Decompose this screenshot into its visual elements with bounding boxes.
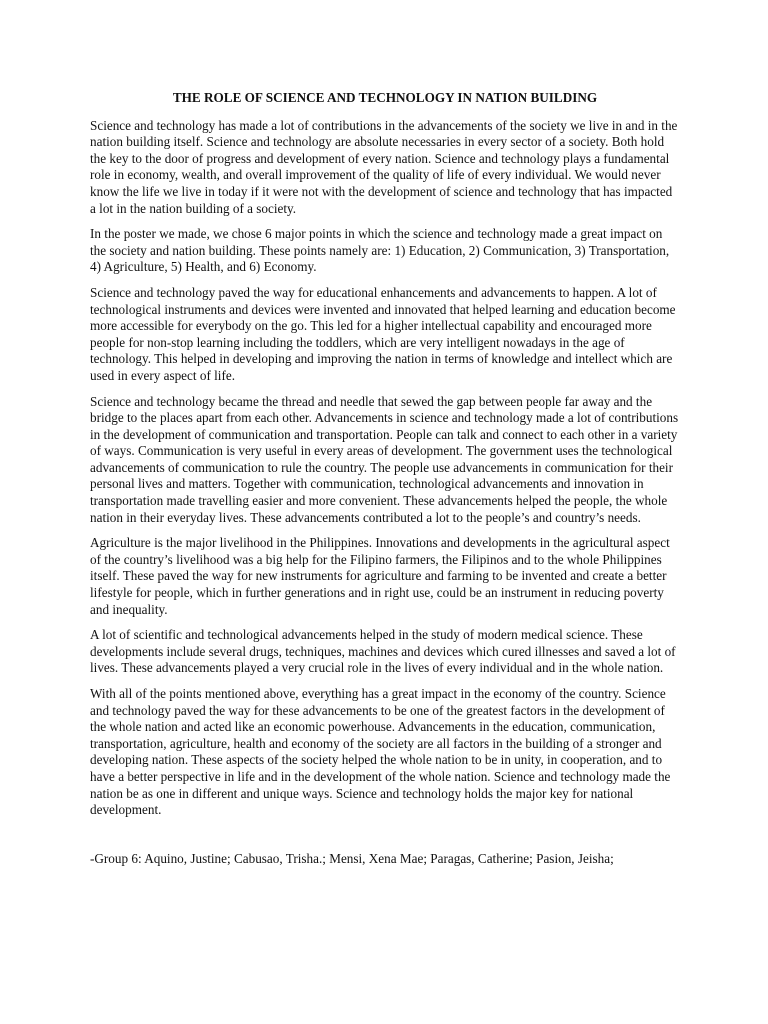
group-signature: -Group 6: Aquino, Justine; Cabusao, Trisha.; Mensi, Xena Mae; Paragas, Catherine; Pasion, Jeisha; — [90, 850, 614, 866]
document-title: THE ROLE OF SCIENCE AND TECHNOLOGY IN NATION BUILDING — [172, 90, 598, 105]
document-page — [90, 90, 680, 876]
paragraph-introduction: Science and technology has made a lot of contributions in the advancements of the society we live in and in the nation building itself. Science and technology are absolute necessaries in every sector of a society. Both hold the key to the door of progress and development of every nation. Science and technology plays a fundamental role in economy, wealth, and overall improvement of the quality of life of every individual. We would never know the life we live in today if it were not with the development of science and technology that has impacted a lot in the nation building of a society. — [90, 117, 678, 216]
paragraph-major-points: In the poster we made, we chose 6 major points in which the science and technology made a great impact on the society and nation building. These points namely are: 1) Education, 2) Communication, 3) Transportation, 4) Agriculture, 5) Health, and 6) Economy. — [90, 226, 670, 275]
paragraph-agriculture: Agriculture is the major livelihood in the Philippines. Innovations and developments in the agricultural aspect of the country’s livelihood was a big help for the Filipino farmers, the Filipinos and to the whole Philippines itself. These paved the way for new instruments for agriculture and farming to be invented and create a better lifestyle for people, which in further generations and in right use, could be an instrument in reducing poverty and inequality. — [90, 535, 670, 617]
paragraph-education: Science and technology paved the way for educational enhancements and advancements to happen. A lot of technological instruments and devices were invented and innovated that helped learning and education become more accessible for everybody on the go. This led for a higher intellectual capability and encouraged more people for non-stop learning including the toddlers, which are very intelligent nowadays in the age of technology. This helped in developing and improving the nation in terms of knowledge and intellect which are used in every aspect of life. — [90, 284, 676, 383]
paragraph-communication-transportation: Science and technology became the thread and needle that sewed the gap between people far away and the bridge to the places apart from each other. Advancements in science and technology made a lot of contributions in the development of communication and transportation. People can talk and connect to each other in a variety of ways. Communication is very useful in every areas of development. The government uses the technological advancements of communication to rule the country. The people use advancements in communication for their personal lives and matters. Together with communication, technological advancements and innovation in transportation made travelling easier and more convenient. These advancements helped the people, the whole nation in their everyday lives. These advancements contributed a lot to the people’s and country’s needs. — [90, 393, 679, 525]
paragraph-health: A lot of scientific and technological advancements helped in the study of modern medical science. These developments include several drugs, techniques, machines and devices which cured illnesses and saved a lot of lives. These advancements played a very crucial role in the lives of every individual and in the whole nation. — [90, 627, 676, 676]
paragraph-economy: With all of the points mentioned above, everything has a great impact in the economy of the country. Science and technology paved the way for these advancements to be one of the greatest factors in the development of the whole nation and acted like an economic powerhouse. Advancements in the education, communication, transportation, agriculture, health and economy of the society are all factors in the building of a stronger and developing nation. These aspects of the society helped the whole nation to be in unity, in cooperation, and to have a better perspective in life and in the development of the whole nation. Science and technology made the nation be as one in different and unique ways. Science and technology holds the major key for national development. — [90, 686, 671, 818]
